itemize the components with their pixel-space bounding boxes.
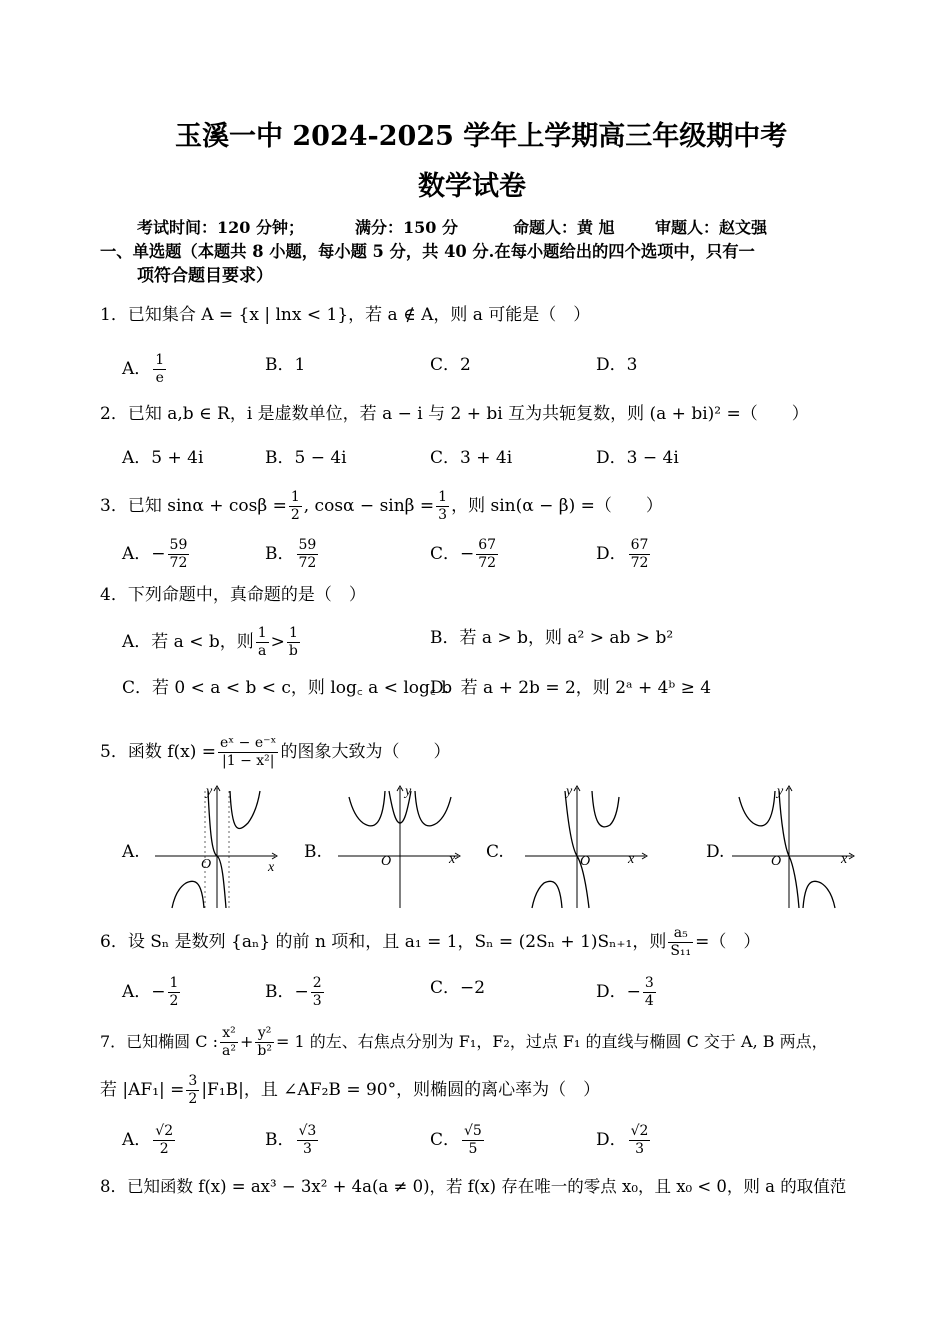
q3-a-num: 59 [169,537,188,553]
graph-d-y-label: y [777,784,784,799]
graph-a-x-label: x [268,860,275,875]
q6-a-den: 2 [169,993,179,1009]
q6-f-den: S₁₁ [670,943,692,959]
q2-option-a: A．5 + 4i [122,448,204,468]
q7-line2-a: 若 |AF₁| = [100,1080,185,1100]
graph-d-curve-right [803,881,835,908]
exam-setter: 命题人：黄 旭 [513,218,615,237]
q7-stem-b: = 1 的左、右焦点分别为 F₁，F₂，过点 F₁ 的直线与椭圆 C 交于 A, B 两点， [275,1032,828,1051]
q6-d-den: 4 [644,993,654,1009]
q7-f1-den: a² [222,1043,236,1059]
q3-f1-den: 2 [290,507,300,523]
q3-a-den: 72 [169,555,188,571]
q6-b-num: 2 [312,975,322,991]
q7-option-c [430,1123,486,1158]
graph-a-y-label: y [206,784,213,799]
section-header-line2: 项符合题目要求） [137,266,273,286]
q3-stem-c: ，则 sin(α − β) =（ ） [451,496,663,516]
q5-option-a-label: A. [122,842,140,862]
q5-stem [100,735,450,770]
graph-a-origin: O [201,857,212,872]
q3-option-d [596,537,652,572]
q3-b-num: 59 [298,537,317,553]
q4-a-f2-num: 1 [287,625,300,643]
q5-f-den: |1 − x²| [222,753,275,769]
q3-f1-num: 1 [290,489,300,505]
q5-option-d-label: D. [706,842,725,862]
q3-option-c [430,537,500,572]
q3-c-num: 67 [478,537,497,553]
q7-option-d [596,1123,652,1158]
q5-stem-b: 的图象大致为（ ） [280,742,451,762]
exam-title: 玉溪一中 2024-2025 学年上学期高三年级期中考 [175,121,788,152]
q6-option-b [265,975,326,1010]
q2-option-d: D．3 − 4i [596,448,679,468]
q6-f-num: a₅ [668,925,693,943]
q4-option-d: D．若 a + 2b = 2，则 2ᵃ + 4ᵇ ≥ 4 [430,678,712,698]
q1-stem: 1．已知集合 A = {x | lnx < 1}，若 a ∉ A，则 a 可能是（ ） [100,305,591,325]
q3-b-den: 72 [298,555,317,571]
exam-subtitle: 数学试卷 [418,171,526,202]
graph-d-x-label: x [841,852,848,867]
q4-a-text: A．若 a < b，则 [122,632,254,652]
q3-option-a [122,537,191,572]
q6-d-num: 3 [644,975,654,991]
q4-a-f1-num: 1 [257,625,267,641]
q6-stem-b: =（ ） [695,932,761,952]
graph-c-y-label: y [566,784,573,799]
q2-option-b: B．5 − 4i [265,448,347,468]
q7-c-den: 5 [468,1141,478,1157]
q6-b-label: B．− [265,982,309,1002]
q7-plus: + [239,1032,254,1051]
q7-l2-num: 3 [188,1073,198,1089]
q1-option-d: D．3 [596,355,638,375]
q8-stem: 8．已知函数 f(x) = ax³ − 3x² + 4a(a ≠ 0)，若 f(x) 存在唯一的零点 x₀，且 x₀ < 0，则 a 的取值范 [100,1177,847,1196]
graph-c-curve-left [532,881,562,908]
q3-d-label: D． [596,544,627,564]
q6-a-label: A．− [122,982,166,1002]
q7-a-num: √2 [155,1123,174,1139]
q2-stem: 2．已知 a,b ∈ R，i 是虚数单位，若 a − i 与 2 + bi 互为共轭复数，则 (a + bi)² =（ ） [100,404,809,424]
q5-stem-a: 5．函数 f(x) = [100,742,217,762]
q7-stem-a: 7．已知椭圆 C : [100,1032,218,1051]
q4-stem: 4．下列命题中，真命题的是（ ） [100,585,366,605]
q4-option-a [122,625,302,660]
q6-a-num: 1 [169,975,179,991]
graph-d-curve-left [739,791,775,826]
q7-f2-num: y² [255,1025,274,1043]
q7-c-num: √5 [464,1123,482,1139]
graph-a-curve-left [172,881,204,908]
q3-c-label: C．− [430,544,475,564]
q3-stem [100,489,663,524]
exam-reviewer: 审题人：赵文强 [655,218,768,237]
q3-stem-b: , cosα − sinβ = [303,496,435,516]
graph-b-curve-left [349,791,385,826]
graph-d [727,783,857,913]
graph-c [520,783,650,913]
q7-l2-den: 2 [188,1091,198,1107]
q5-f-num: eˣ − e⁻ˣ [220,735,277,751]
q3-f2-den: 3 [438,507,448,523]
q7-b-label: B． [265,1130,295,1150]
q1-option-b: B．1 [265,355,306,375]
graph-c-x-label: x [628,852,635,867]
graph-b-x-label: x [449,852,456,867]
q3-a-label: A．− [122,544,166,564]
graph-b [333,783,463,913]
q3-d-den: 72 [630,555,649,571]
q3-stem-a: 3．已知 sinα + cosβ = [100,496,287,516]
q4-a-f2-den: b [288,643,298,659]
q5-option-c-label: C. [486,842,504,862]
q7-d-den: 3 [635,1141,645,1157]
q7-a-den: 2 [159,1141,169,1157]
q1-option-a-label: A． [122,359,152,379]
q2-option-c: C．3 + 4i [430,448,513,468]
exam-time: 考试时间：120 分钟； [137,218,304,237]
graph-b-curve-right [415,791,451,826]
q4-a-f1-den: a [258,643,267,659]
graph-a-curve-right [230,791,260,828]
q6-option-c: C．−2 [430,978,486,998]
exam-score: 满分：150 分 [355,218,458,237]
q6-b-den: 3 [312,993,322,1009]
q1-a-den: e [155,370,164,386]
graph-d-origin: O [771,854,782,869]
q7-c-label: C． [430,1130,461,1150]
q3-d-num: 67 [630,537,649,553]
q6-option-d [596,975,658,1010]
q1-option-a [122,352,168,387]
q1-a-num: 1 [155,352,165,368]
q7-d-label: D． [596,1130,627,1150]
graph-c-origin: O [580,854,591,869]
q6-option-a [122,975,182,1010]
q7-f2-den: b² [257,1043,272,1059]
q7-d-num: √2 [630,1123,649,1139]
q7-f1-num: x² [220,1025,238,1043]
q3-f2-num: 1 [438,489,448,505]
q5-option-b-label: B. [304,842,322,862]
q7-stem [100,1025,828,1060]
q7-a-label: A． [122,1130,152,1150]
q7-b-num: √3 [298,1123,317,1139]
graph-c-curve-right [592,791,619,827]
q4-option-c: C．若 0 < a < b < c，则 log꜀ a < log꜀ b [122,678,453,698]
q6-stem-a: 6．设 Sₙ 是数列 {aₙ} 的前 n 项和，且 a₁ = 1，Sₙ = (2Sₙ + 1)Sₙ₊₁，则 [100,932,667,952]
q4-option-b: B．若 a > b，则 a² > ab > b² [430,628,674,648]
q6-stem [100,925,760,960]
q3-option-b [265,537,320,572]
q6-d-label: D．− [596,982,641,1002]
q3-c-den: 72 [478,555,497,571]
q1-option-c: C．2 [430,355,471,375]
graph-a [150,783,280,913]
q3-b-label: B． [265,544,295,564]
graph-b-y-label: y [405,784,412,799]
q7-b-den: 3 [302,1141,312,1157]
q7-option-a [122,1123,177,1158]
q7-option-b [265,1123,320,1158]
q7-stem-line2 [100,1073,600,1108]
q4-a-gt: > [270,632,285,652]
q7-line2-b: |F₁B|，且 ∠AF₂B = 90°，则椭圆的离心率为（ ） [201,1080,601,1100]
graph-b-origin: O [381,854,392,869]
section-header: 一、单选题（本题共 8 小题，每小题 5 分，共 40 分.在每小题给出的四个选项中，只有一 [100,242,755,261]
